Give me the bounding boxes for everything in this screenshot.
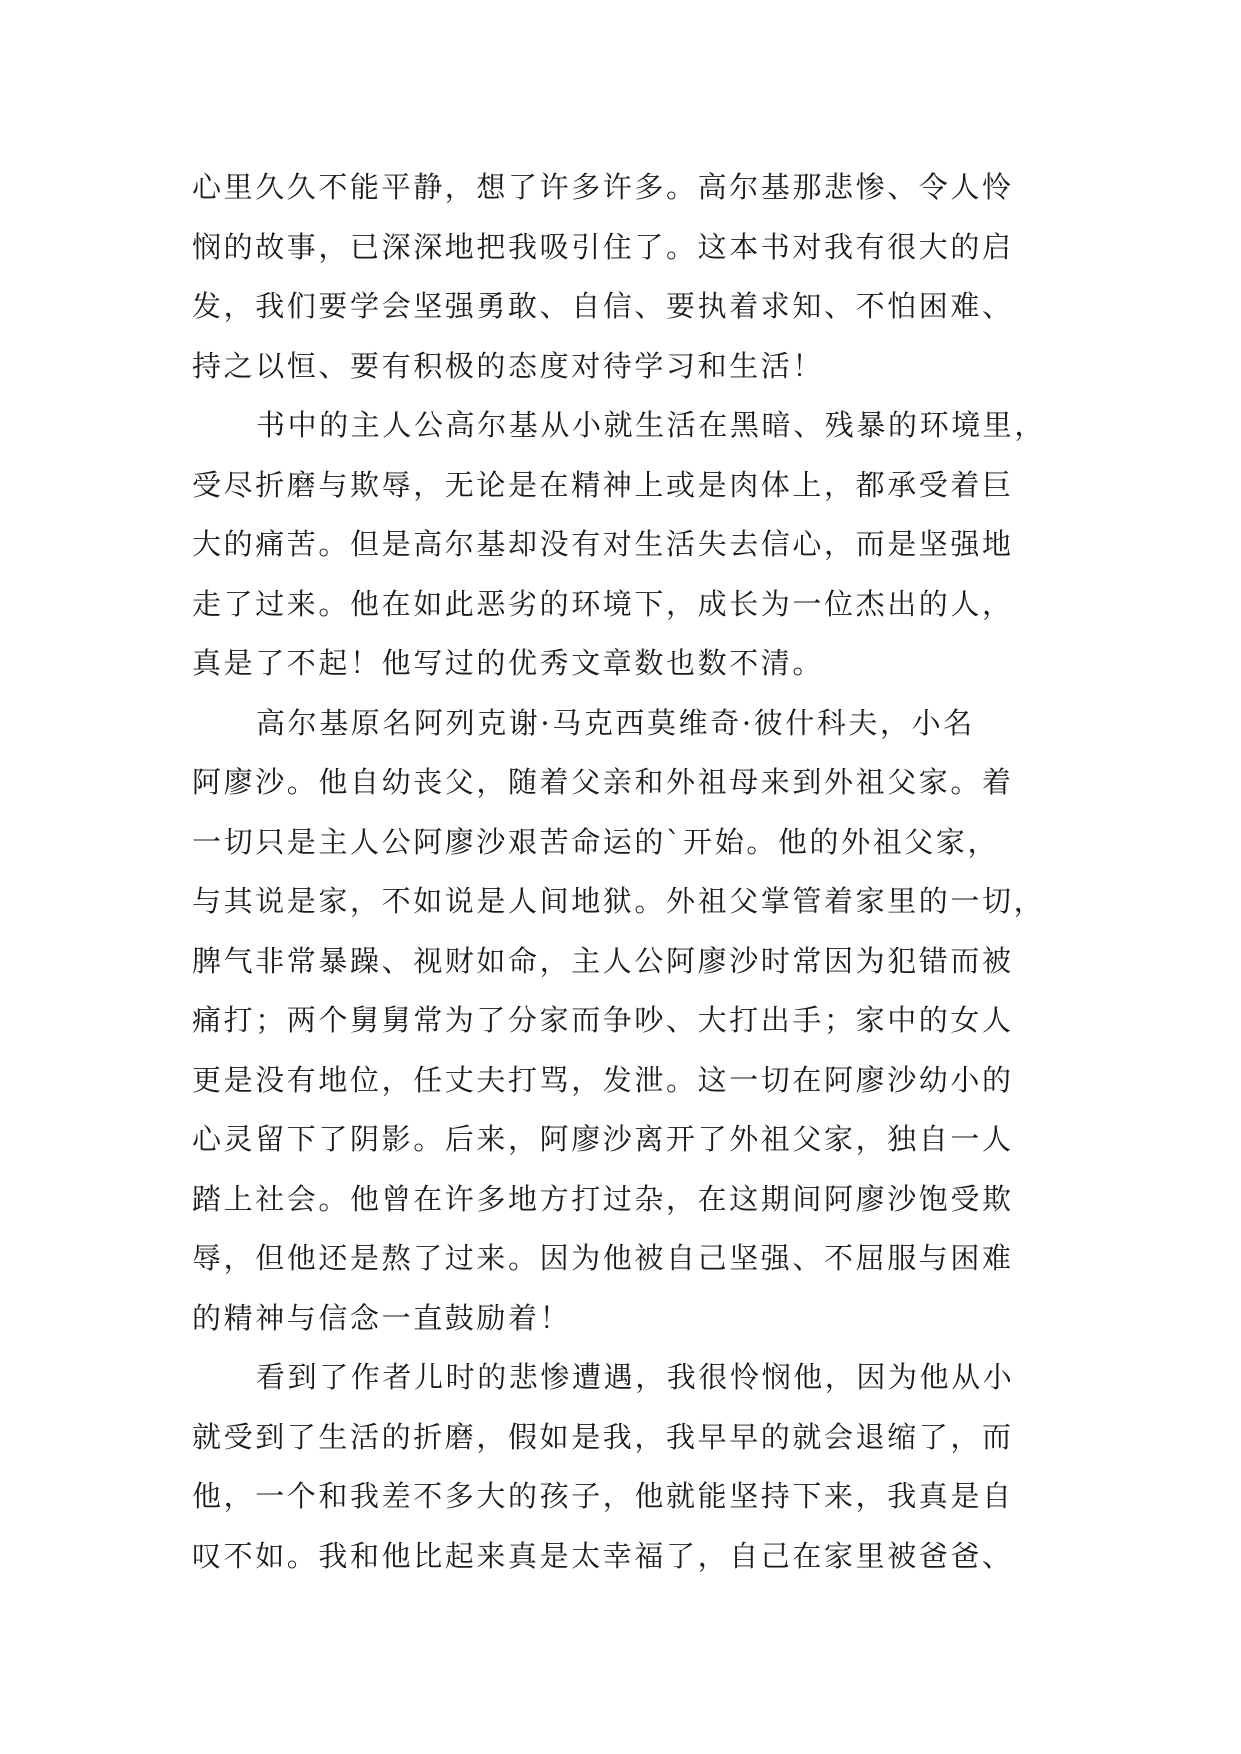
text-line: 大的痛苦。但是高尔基却没有对生活失去信心，而是坚强地 <box>192 527 1014 561</box>
text-line: 辱，但他还是熬了过来。因为他被自己坚强、不屈服与困难 <box>192 1241 1014 1275</box>
text-line: 痛打；两个舅舅常为了分家而争吵、大打出手；家中的女人 <box>192 1003 1014 1037</box>
text-line: 心灵留下了阴影。后来，阿廖沙离开了外祖父家，独自一人 <box>192 1122 1014 1156</box>
text-line: 悯的故事，已深深地把我吸引住了。这本书对我有很大的启 <box>192 229 1014 264</box>
text-line: 踏上社会。他曾在许多地方打过杂，在这期间阿廖沙饱受欺 <box>192 1181 1014 1216</box>
paragraph-first-line: 看到了作者儿时的悲惨遭遇，我很怜悯他，因为他从小 <box>256 1360 1015 1394</box>
text-line: 就受到了生活的折磨，假如是我，我早早的就会退缩了，而 <box>192 1419 1014 1454</box>
paragraph-first-line: 高尔基原名阿列克谢·马克西莫维奇·彼什科夫，小名 <box>256 705 975 740</box>
text-line: 发，我们要学会坚强勇敢、自信、要执着求知、不怕困难、 <box>192 289 1014 323</box>
text-line: 他，一个和我差不多大的孩子，他就能坚持下来，我真是自 <box>192 1479 1014 1513</box>
text-line: 走了过来。他在如此恶劣的环境下，成长为一位杰出的人， <box>192 586 1014 621</box>
text-line: 持之以恒、要有积极的态度对待学习和生活！ <box>192 348 825 383</box>
text-line: 脾气非常暴躁、视财如命，主人公阿廖沙时常因为犯错而被 <box>192 943 1014 978</box>
text-line: 一切只是主人公阿廖沙艰苦命运的`开始。他的外祖父家， <box>192 824 1000 859</box>
text-line: 阿廖沙。他自幼丧父，随着父亲和外祖母来到外祖父家。着 <box>192 765 1014 799</box>
text-line: 更是没有地位，任丈夫打骂，发泄。这一切在阿廖沙幼小的 <box>192 1062 1014 1097</box>
text-line: 的精神与信念一直鼓励着！ <box>192 1300 572 1335</box>
text-line: 叹不如。我和他比起来真是太幸福了，自己在家里被爸爸、 <box>192 1538 1014 1573</box>
text-line: 真是了不起！他写过的优秀文章数也数不清。 <box>192 646 825 680</box>
document-body <box>192 158 1072 1586</box>
paragraph-first-line: 书中的主人公高尔基从小就生活在黑暗、残暴的环境里， <box>256 408 1047 442</box>
text-line: 与其说是家，不如说是人间地狱。外祖父掌管着家里的一切， <box>192 884 1046 918</box>
text-line: 受尽折磨与欺辱，无论是在精神上或是肉体上，都承受着巨 <box>192 467 1014 502</box>
text-line: 心里久久不能平静，想了许多许多。高尔基那悲惨、令人怜 <box>192 170 1014 204</box>
